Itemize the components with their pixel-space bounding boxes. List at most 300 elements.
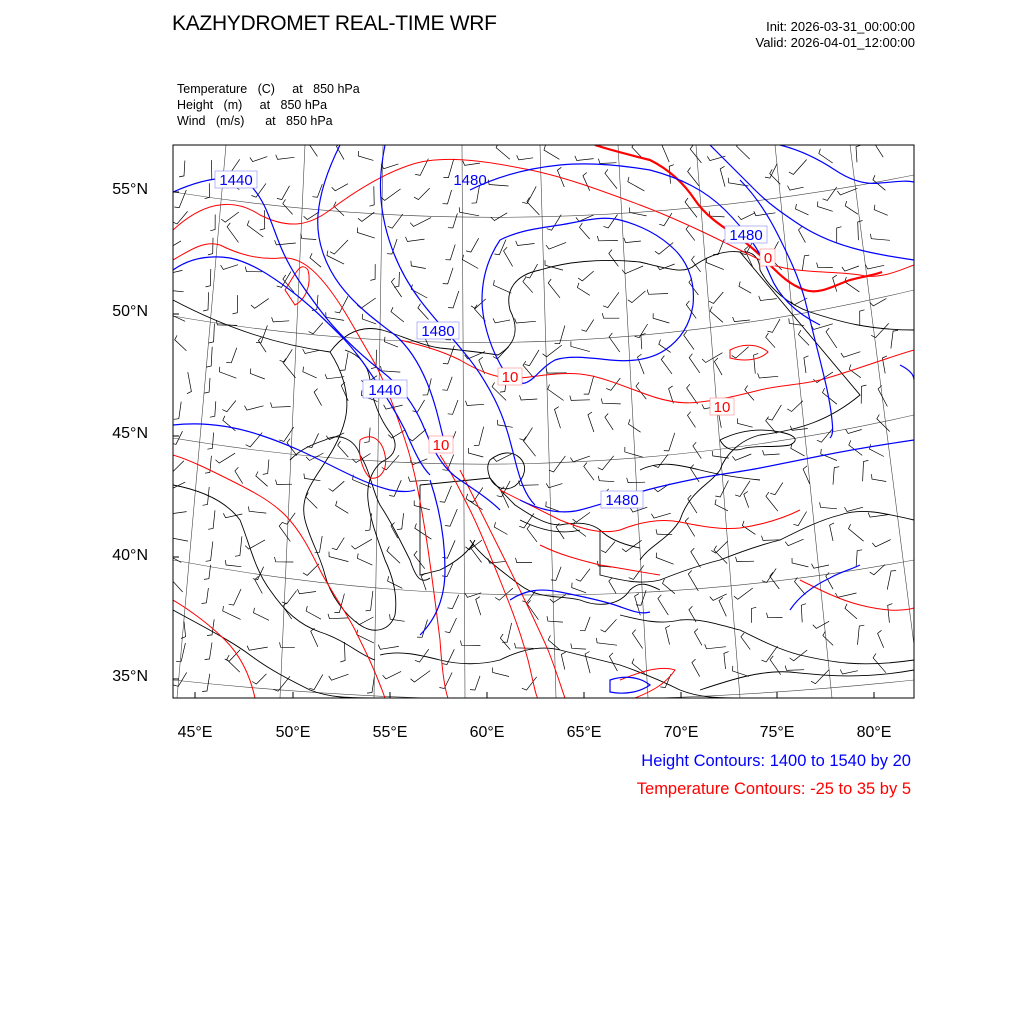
wind-barb: [580, 617, 590, 631]
parallel-line: [173, 290, 914, 343]
wind-barb: [235, 467, 243, 483]
wind-barb: [830, 523, 834, 541]
wind-barb: [744, 491, 749, 507]
wind-barb: [357, 228, 374, 239]
wind-barb: [471, 299, 486, 309]
wind-barb: [391, 307, 404, 322]
wind-barb: [878, 386, 887, 407]
wind-barb: [833, 275, 837, 292]
wind-barb: [547, 215, 561, 231]
wind-barb: [493, 668, 509, 677]
wind-barb: [494, 280, 512, 293]
wind-barb: [596, 638, 617, 645]
wind-barb: [801, 604, 806, 623]
wind-barb: [823, 187, 837, 200]
wind-barb: [664, 433, 675, 451]
wind-barb: [561, 652, 565, 669]
wind-barb: [785, 539, 803, 546]
wind-barb: [688, 571, 698, 591]
height-contour: [610, 677, 650, 693]
wind-barb: [250, 369, 264, 380]
wind-barb: [870, 565, 885, 575]
wind-barb: [383, 671, 402, 679]
wind-barb: [625, 447, 643, 457]
wind-barb: [818, 202, 833, 212]
wind-barb: [733, 666, 749, 677]
wind-barb: [329, 552, 348, 562]
wind-barb: [622, 266, 643, 274]
wind-barb: [584, 463, 594, 481]
wind-barb: [737, 418, 752, 427]
wind-barb: [865, 265, 884, 269]
wind-barb: [837, 188, 857, 195]
field-height: Height (m) at 850 hPa: [177, 98, 328, 112]
valid-time: Valid: 2026-04-01_12:00:00: [755, 35, 915, 50]
wind-barb: [470, 676, 480, 690]
wind-barb: [820, 502, 837, 509]
wind-barb: [504, 247, 513, 266]
wind-barb: [522, 186, 536, 203]
wind-barb: [307, 433, 319, 447]
wind-barb: [448, 213, 458, 228]
wind-barb: [206, 542, 213, 562]
wind-barb: [548, 385, 564, 401]
wind-barb: [205, 643, 212, 660]
wind-barb: [580, 223, 590, 239]
wind-barb: [823, 631, 833, 645]
wind-barb: [578, 271, 594, 281]
wind-barb: [598, 456, 614, 470]
wind-barb: [468, 448, 483, 457]
wind-barb: [603, 292, 619, 307]
wind-barb: [445, 509, 457, 526]
wind-barb: [387, 546, 400, 563]
height-label: 1440: [368, 382, 402, 399]
wind-barb: [357, 553, 372, 565]
wind-barb: [411, 671, 431, 682]
temperature-contour: [400, 340, 914, 403]
temperature-contour-legend: Temperature Contours: -25 to 35 by 5: [636, 780, 911, 798]
wind-barb: [275, 557, 294, 562]
wind-barb: [272, 317, 290, 322]
wind-barb: [502, 623, 511, 642]
wind-barb: [710, 594, 727, 601]
wind-barb: [651, 513, 670, 518]
wind-barb: [271, 403, 291, 408]
wind-barb: [205, 183, 210, 198]
wind-barb: [309, 323, 323, 334]
wind-barb: [476, 597, 481, 616]
wind-barb: [520, 428, 533, 441]
wind-barb: [369, 186, 374, 206]
wind-barb: [840, 670, 858, 675]
wind-barb: [229, 589, 241, 605]
wind-barb: [203, 487, 210, 505]
wind-barb: [573, 522, 586, 536]
wind-barb: [277, 186, 290, 200]
wind-barb: [338, 441, 349, 457]
wind-barb: [628, 419, 640, 432]
parallel-line: [173, 175, 914, 217]
wind-barb: [856, 550, 862, 567]
wind-barb: [207, 433, 213, 450]
wind-barb: [413, 400, 425, 412]
wind-barb: [443, 268, 453, 284]
wind-barb: [719, 597, 726, 616]
wind-barb: [202, 588, 209, 604]
field-temperature: Temperature (C) at 850 hPa: [177, 82, 360, 96]
temperature-label: 10: [713, 399, 731, 416]
height-contour-legend: Height Contours: 1400 to 1540 by 20: [641, 752, 911, 770]
wind-barb: [812, 564, 830, 568]
wind-barb: [466, 238, 479, 252]
wind-barb: [208, 510, 215, 529]
wind-barb: [632, 630, 642, 649]
wind-barb: [548, 279, 560, 298]
wind-barb: [223, 416, 236, 431]
wind-barb: [332, 538, 344, 550]
wind-barb: [711, 541, 727, 553]
wind-barb: [555, 407, 561, 429]
wind-barb: [842, 266, 859, 271]
wind-barb: [415, 524, 432, 540]
temperature-contour-labels: [429, 249, 775, 454]
wind-barb: [833, 467, 839, 485]
wind-barb: [720, 166, 725, 186]
wind-barb: [802, 255, 809, 270]
wind-barb: [735, 481, 750, 497]
wind-barb: [632, 659, 645, 674]
wind-barb: [474, 427, 484, 446]
lat-label-40n: 40°N: [112, 547, 148, 564]
wind-barb: [811, 670, 829, 684]
wind-barb: [298, 589, 317, 594]
lon-label-70e: 70°E: [663, 724, 699, 741]
wind-barb: [887, 571, 896, 590]
wind-barb: [734, 588, 753, 599]
wind-barb: [767, 613, 783, 618]
wind-barb: [447, 595, 458, 609]
wind-barb: [860, 310, 865, 326]
wind-barb: [694, 629, 702, 646]
wind-barb: [233, 295, 238, 314]
wind-barb: [235, 536, 242, 556]
lon-label-60e: 60°E: [469, 724, 505, 741]
graticule: [173, 145, 914, 700]
wind-barb: [306, 606, 321, 619]
wind-barb: [835, 593, 856, 597]
wind-barb: [303, 564, 319, 576]
wind-barb: [690, 145, 701, 163]
wind-barb: [661, 141, 669, 162]
wind-barb: [767, 405, 781, 420]
wind-barb: [714, 358, 722, 375]
wind-barb: [762, 646, 778, 662]
wind-barb: [837, 227, 842, 244]
height-label: 1480: [605, 492, 639, 509]
wind-barb: [754, 353, 759, 373]
wind-barb: [550, 594, 566, 602]
height-contour: [173, 424, 415, 492]
wind-barb: [493, 454, 511, 461]
wind-barb: [406, 237, 425, 242]
wind-barb: [546, 483, 562, 487]
wind-barb: [388, 214, 403, 228]
wind-barb: [340, 642, 345, 662]
wind-barb: [575, 156, 594, 161]
wind-barb: [440, 486, 452, 502]
wind-barb: [693, 442, 701, 458]
temperature-contour-zero: [595, 145, 882, 291]
wind-barb: [706, 258, 724, 270]
lon-label-80e: 80°E: [856, 724, 892, 741]
wind-barb: [628, 177, 645, 191]
height-label: 1480: [729, 227, 763, 244]
wind-barb: [260, 210, 265, 230]
wind-barb: [861, 385, 866, 404]
wind-barb: [891, 330, 898, 348]
wind-barb: [364, 428, 370, 443]
height-label: 1480: [453, 172, 487, 189]
wind-barb: [223, 513, 242, 517]
wind-barb: [520, 395, 538, 400]
wind-barb: [858, 625, 865, 645]
wind-barb: [763, 450, 780, 455]
wind-barb: [666, 626, 670, 645]
wind-barb: [737, 142, 750, 159]
wind-barb: [758, 373, 779, 378]
wind-barb: [604, 215, 618, 229]
wind-barb: [581, 319, 593, 331]
wind-barb: [208, 238, 213, 255]
lat-label-45n: 45°N: [112, 425, 148, 442]
wind-barb: [770, 483, 783, 495]
wind-barb: [874, 205, 888, 216]
wind-barb: [168, 285, 184, 292]
wind-barb: [340, 353, 348, 371]
wind-barb: [491, 213, 507, 221]
wind-barb: [252, 674, 266, 684]
wind-barb: [210, 401, 216, 417]
wind-barb: [686, 301, 696, 319]
wind-barb: [517, 155, 533, 160]
border-line: [420, 478, 640, 548]
wind-barb: [546, 242, 566, 249]
wind-barb: [390, 614, 405, 621]
wind-barb: [280, 349, 293, 362]
border-line: [420, 485, 475, 575]
wind-barb: [226, 348, 237, 363]
wind-barb: [439, 673, 452, 689]
wind-barb: [256, 325, 267, 342]
wind-barb: [301, 234, 316, 240]
wind-barb: [279, 522, 290, 541]
temperature-contour: [440, 455, 538, 698]
border-line: [173, 610, 380, 698]
lon-label-75e: 75°E: [759, 724, 795, 741]
wind-barb: [849, 440, 862, 455]
wind-barb: [549, 456, 566, 472]
wind-barb: [598, 476, 614, 482]
wind-barb: [225, 560, 241, 567]
wind-barb: [254, 608, 270, 621]
wind-barb: [741, 633, 750, 650]
height-contour: [470, 164, 820, 325]
meridian-line: [462, 145, 465, 698]
wind-barb: [571, 644, 586, 650]
height-contour: [900, 365, 914, 380]
wind-barb: [167, 461, 184, 474]
wind-barb: [572, 583, 586, 593]
meridian-line: [177, 145, 226, 698]
wind-barb: [328, 614, 348, 619]
wind-barb: [826, 573, 833, 590]
wind-barb: [171, 533, 188, 541]
wind-barb: [247, 646, 268, 651]
wind-barb: [525, 350, 539, 366]
height-contour: [520, 440, 914, 512]
wind-barb: [687, 384, 698, 404]
wind-barb: [689, 354, 700, 373]
wind-barb: [759, 296, 777, 301]
wind-barb: [688, 168, 700, 187]
wind-barb: [448, 400, 458, 414]
wind-barb: [688, 412, 696, 428]
wind-barb: [872, 474, 887, 481]
wind-barb: [336, 501, 349, 514]
wind-barb: [863, 460, 869, 481]
wind-barb: [366, 591, 373, 611]
wind-barb: [247, 221, 263, 238]
wind-barb: [709, 292, 723, 303]
wind-barb: [414, 501, 430, 510]
wind-barb: [609, 653, 617, 671]
wind-barb: [573, 512, 591, 522]
wind-barb: [628, 291, 646, 303]
wind-barb: [462, 255, 478, 269]
wind-barb: [597, 236, 618, 241]
wind-barb: [394, 272, 399, 287]
wind-barb: [207, 160, 212, 181]
wind-barb: [388, 576, 403, 588]
wind-barb: [799, 226, 806, 242]
wind-barb: [179, 161, 185, 177]
wind-barb: [250, 157, 267, 162]
wind-barb: [329, 481, 345, 491]
wind-barb: [663, 579, 675, 594]
wind-barb: [570, 456, 590, 462]
wind-barb: [841, 352, 860, 358]
temperature-label: 0: [763, 250, 773, 267]
temperature-label: 10: [432, 437, 450, 454]
wind-barb: [414, 188, 430, 200]
height-contour: [790, 565, 860, 610]
wind-barb: [766, 492, 778, 511]
wind-barb: [685, 518, 694, 537]
wind-barb: [448, 291, 459, 308]
wind-barb: [849, 524, 864, 541]
wind-barb: [384, 337, 398, 347]
wind-barb: [792, 558, 808, 567]
wind-barb: [255, 576, 262, 593]
wind-barb: [523, 361, 534, 378]
wind-barb: [496, 143, 510, 159]
height-contour: [420, 480, 445, 635]
wind-barb: [210, 215, 215, 231]
wind-barb: [661, 356, 672, 374]
wind-barb: [516, 241, 535, 246]
border-line: [640, 252, 860, 560]
wind-barb: [245, 540, 265, 549]
wind-barb: [326, 312, 344, 320]
wind-barb: [762, 568, 776, 582]
wind-barb: [523, 278, 533, 293]
wind-barb: [692, 659, 700, 677]
wind-barb: [414, 551, 425, 569]
wind-barb: [738, 213, 755, 220]
wind-barb: [605, 169, 617, 188]
wind-barb: [370, 264, 375, 280]
wind-barb: [647, 290, 668, 295]
wind-barb: [811, 324, 833, 330]
wind-barb: [166, 510, 187, 515]
wind-barb: [846, 429, 862, 433]
wind-barb: [793, 512, 806, 526]
map-title: KAZHYDROMET REAL-TIME WRF: [172, 12, 497, 35]
wind-barb: [653, 313, 669, 323]
wind-barb: [330, 240, 348, 254]
wind-barb: [445, 618, 457, 633]
wind-barb: [381, 189, 401, 201]
wind-barb: [766, 333, 775, 348]
wind-barb: [263, 460, 269, 475]
wind-barb: [280, 642, 295, 647]
wind-barb: [351, 539, 372, 549]
country-borders: [173, 252, 914, 698]
wind-barb: [641, 333, 646, 349]
height-label: 1480: [421, 323, 455, 340]
wind-barb: [768, 319, 781, 332]
zero-degree-contour: [595, 145, 882, 291]
wind-barb: [460, 641, 480, 646]
wind-barb: [443, 190, 452, 204]
height-contour: [740, 180, 833, 438]
wind-barb: [546, 368, 567, 373]
wind-barb: [790, 650, 808, 661]
wind-barb: [245, 406, 264, 410]
parallel-line: [173, 680, 914, 700]
height-contour: [780, 145, 914, 183]
wind-barb: [309, 675, 323, 690]
border-line: [700, 670, 914, 690]
lon-label-55e: 55°E: [372, 724, 408, 741]
wind-barb: [314, 389, 322, 406]
wind-barb: [445, 245, 455, 260]
wind-barb: [872, 540, 890, 547]
wind-barb: [656, 529, 672, 535]
height-label: 1440: [219, 172, 253, 189]
wind-barb: [888, 604, 893, 623]
wind-barb: [724, 652, 729, 669]
wind-barb: [408, 429, 426, 441]
wind-barb: [203, 292, 209, 311]
wind-barb: [878, 630, 884, 647]
wind-barb: [381, 164, 398, 169]
axis-ticks: [173, 192, 874, 698]
wind-barb: [609, 250, 619, 267]
wind-barb: [795, 578, 806, 595]
wind-barb: [684, 331, 694, 349]
